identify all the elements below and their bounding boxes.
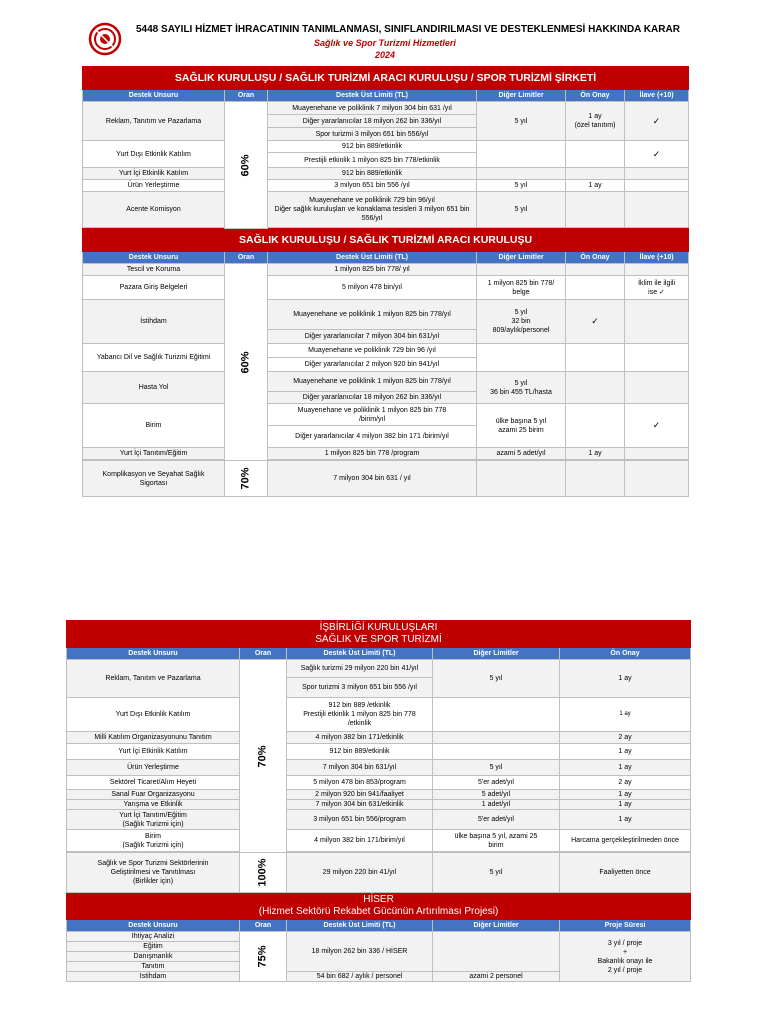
table-row <box>83 404 689 426</box>
extra-cell: İklim ile ilgili ise ✓ <box>625 276 689 300</box>
limit-cell: 912 bin 889/etkinlik <box>287 744 433 760</box>
col-header: Destek Üst Limiti (TL) <box>268 90 477 102</box>
col-header: Diğer Limitler <box>477 252 566 264</box>
pre-approval: 1 ay <box>560 698 691 732</box>
support-item: Yurt İçi Etkinlik Katılım <box>67 744 240 760</box>
rate-cell: 60% <box>225 102 268 229</box>
support-item: Sanal Fuar Organizasyonu <box>67 790 240 800</box>
table-row <box>67 776 691 790</box>
col-header: Destek Üst Limiti (TL) <box>268 252 477 264</box>
limit-cell: Muayenehane ve poliklinik 729 bin 96 /yıl <box>268 344 477 358</box>
check-icon: ✓ <box>566 300 625 344</box>
limit-cell: Muayenehane ve poliklinik 7 milyon 304 bin 631 /yıl <box>268 102 477 115</box>
table-row <box>83 192 689 228</box>
table-row <box>67 698 691 732</box>
limit-cell: 7 milyon 304 bin 631 / yıl <box>268 461 477 497</box>
rate-cell: 70% <box>225 461 268 497</box>
col-header: Ön Onay <box>560 648 691 660</box>
support-item: Yurt Dışı Etkinlik Katılım <box>83 141 225 168</box>
limit-cell: 54 bin 682 / aylık / personel <box>287 972 433 982</box>
pre-approval: 2 ay <box>560 732 691 744</box>
other-limit: 5 yıl <box>433 760 560 776</box>
support-item: Danışmanlık <box>67 952 240 962</box>
limit-cell: Muayenehane ve poliklinik 729 bin 96/yıl Diğer sağlık kuruluşları ve konaklama tesisleri 3 milyon 651 bin 556/yıl <box>268 192 477 228</box>
project-duration: 3 yıl / proje + Bakanlık onayı ile 2 yıl / proje <box>560 932 691 982</box>
pre-approval: 1 ay <box>560 760 691 776</box>
pre-approval: 2 ay <box>560 776 691 790</box>
support-item: Acente Komisyon <box>83 192 225 228</box>
table-row <box>83 461 689 497</box>
pre-approval: 1 ay <box>566 180 625 192</box>
support-item: Eğitim <box>67 942 240 952</box>
col-header: Diğer Limitler <box>433 920 560 932</box>
page-header <box>82 18 688 64</box>
col-header: İlave (+10) <box>625 252 689 264</box>
limit-cell: 18 milyon 262 bin 336 / HİSER <box>287 932 433 972</box>
col-header: Destek Üst Limiti (TL) <box>287 920 433 932</box>
other-limit: ülke başına 5 yıl, azami 25 birim <box>433 830 560 852</box>
table-row <box>83 448 689 460</box>
support-item: İstihdam <box>67 972 240 982</box>
limit-cell: Muayenehane ve poliklinik 1 milyon 825 bin 778/yıl <box>268 300 477 330</box>
limit-cell: 4 milyon 382 bin 171/etkinlik <box>287 732 433 744</box>
support-item: Birim <box>83 404 225 448</box>
other-limit: 5 yıl <box>477 180 566 192</box>
col-header: Diğer Limitler <box>433 648 560 660</box>
support-item: İhtiyaç Analizi <box>67 932 240 942</box>
col-header: Oran <box>225 90 268 102</box>
cooperation-table <box>66 620 691 982</box>
support-item: Ürün Yerleştirme <box>83 180 225 192</box>
table-row <box>83 168 689 180</box>
table-row <box>83 102 689 115</box>
col-header: Destek Unsuru <box>67 648 240 660</box>
other-limit: 5 yıl <box>433 660 560 698</box>
col-header: Ön Onay <box>566 252 625 264</box>
col-header: Destek Üst Limiti (TL) <box>287 648 433 660</box>
support-item: Sağlık ve Spor Turizmi Sektörlerinin Geliştirilmesi ve Tanıtılması (Birlikler için) <box>67 853 240 893</box>
table-row <box>67 800 691 810</box>
limit-cell: Sağlık turizmi 29 milyon 220 bin 41/yıl <box>287 660 433 678</box>
limit-cell: 912 bin 889/etkinlik <box>268 168 477 180</box>
support-item: Yurt İçi Tanıtım/Eğitim <box>83 448 225 460</box>
limit-cell: Muayenehane ve poliklinik 1 milyon 825 bin 778 /birim/yıl <box>268 404 477 426</box>
support-item: Yurt İçi Tanıtım/Eğitim (Sağlık Turizmi için) <box>67 810 240 830</box>
col-header: Destek Unsuru <box>83 90 225 102</box>
check-icon: ✓ <box>625 141 689 168</box>
other-limit: 5'er adet/yıl <box>433 810 560 830</box>
table-row <box>67 810 691 830</box>
section-title-4: HİSER (Hizmet Sektörü Rekabet Gücünün Artırılması Projesi) <box>67 893 691 920</box>
table-row <box>83 180 689 192</box>
table-row <box>67 760 691 776</box>
other-limit: 5 yıl <box>477 102 566 141</box>
support-item: Yabancı Dil ve Sağlık Turizmi Eğitimi <box>83 344 225 372</box>
table-row <box>67 830 691 852</box>
limit-cell: Spor turizmi 3 milyon 651 bin 556/yıl <box>268 128 477 141</box>
other-limit: azami 5 adet/yıl <box>477 448 566 460</box>
support-item: Yurt Dışı Etkinlik Katılım <box>67 698 240 732</box>
support-item: Reklam, Tanıtım ve Pazarlama <box>67 660 240 698</box>
limit-cell: Diğer yararlanıcılar 2 milyon 920 bin 941/yıl <box>268 358 477 372</box>
section-title-1: SAĞLIK KURULUŞU / SAĞLIK TURİZMİ ARACI KURULUŞU / SPOR TURİZMİ ŞİRKETİ <box>83 67 689 90</box>
support-item: İstihdam <box>83 300 225 344</box>
limit-cell: 7 milyon 304 bin 631/etkinlik <box>287 800 433 810</box>
rate-cell: 60% <box>225 264 268 461</box>
limit-cell: 3 milyon 651 bin 556 /yıl <box>268 180 477 192</box>
limit-cell: Spor turizmi 3 milyon 651 bin 556 /yıl <box>287 678 433 698</box>
table-header-row <box>83 252 689 264</box>
table-row <box>83 264 689 276</box>
other-limit: azami 2 personel <box>433 972 560 982</box>
table-row <box>67 932 691 942</box>
table-row <box>83 141 689 153</box>
limit-cell: 29 milyon 220 bin 41/yıl <box>287 853 433 893</box>
limit-cell: 912 bin 889/etkinlik <box>268 141 477 153</box>
support-item: Pazara Giriş Belgeleri <box>83 276 225 300</box>
health-institution-table <box>82 66 689 497</box>
document-year: 2024 <box>374 50 396 60</box>
table-row <box>83 276 689 300</box>
table-row <box>67 790 691 800</box>
limit-cell: 1 milyon 825 bin 778/ yıl <box>268 264 477 276</box>
table-row <box>67 660 691 678</box>
pre-approval: 1 ay <box>560 744 691 760</box>
col-header: Diğer Limitler <box>477 90 566 102</box>
limit-cell: Diğer yararlanıcılar 4 milyon 382 bin 171 /birim/yıl <box>268 426 477 448</box>
table-row <box>83 300 689 330</box>
table-row <box>67 732 691 744</box>
table-row <box>67 744 691 760</box>
support-item: Komplikasyon ve Seyahat Sağlık Sigortası <box>83 461 225 497</box>
pre-approval: Faaliyetten önce <box>560 853 691 893</box>
other-limit: 1 milyon 825 bin 778/ belge <box>477 276 566 300</box>
document-title: 5448 SAYILI HİZMET İHRACATININ TANIMLANMASI, SINIFLANDIRILMASI VE DESTEKLENMESİ HAKKINDA KARAR <box>136 24 680 35</box>
limit-cell: 7 milyon 304 bin 631/yıl <box>287 760 433 776</box>
other-limit: 5 adet/yıl <box>433 790 560 800</box>
support-item: Reklam, Tanıtım ve Pazarlama <box>83 102 225 141</box>
table-row <box>83 372 689 392</box>
other-limit: 5 yıl <box>433 853 560 893</box>
section-title-3: İŞBİRLİĞİ KURULUŞLARI SAĞLIK VE SPOR TURİZMİ <box>67 621 691 648</box>
limit-cell: Diğer yararlanıcılar 18 milyon 262 bin 336/yıl <box>268 392 477 404</box>
pre-approval: 1 ay <box>560 810 691 830</box>
other-limit: 5 yıl 36 bin 455 TL/hasta <box>477 372 566 404</box>
pre-approval: 1 ay <box>566 448 625 460</box>
table-row <box>67 853 691 893</box>
table-header-row <box>83 90 689 102</box>
rate-cell: 70% <box>240 660 287 853</box>
limit-cell: Muayenehane ve poliklinik 1 milyon 825 bin 778/yıl <box>268 372 477 392</box>
col-header: Ön Onay <box>566 90 625 102</box>
rate-cell: 100% <box>240 853 287 893</box>
limit-cell: 2 milyon 920 bin 941/faaliyet <box>287 790 433 800</box>
col-header: Oran <box>240 648 287 660</box>
support-item: Sektörel Ticaret/Alım Heyeti <box>67 776 240 790</box>
support-item: Tescil ve Koruma <box>83 264 225 276</box>
pre-approval: 1 ay <box>560 660 691 698</box>
limit-cell: Prestijli etkinlik 1 milyon 825 bin 778/etkinlik <box>268 153 477 168</box>
pre-approval: 1 ay <box>560 790 691 800</box>
limit-cell: Diğer yararlanıcılar 18 milyon 262 bin 336/yıl <box>268 115 477 128</box>
check-icon: ✓ <box>625 102 689 141</box>
col-header: İlave (+10) <box>625 90 689 102</box>
limit-cell: 912 bin 889 /etkinlik Prestijli etkinlik 1 milyon 825 bin 778 /etkinlik <box>287 698 433 732</box>
other-limit: 5 yıl 32 bin 809/aylık/personel <box>477 300 566 344</box>
support-item: Birim (Sağlık Turizmi için) <box>67 830 240 852</box>
limit-cell: 5 milyon 478 bin/yıl <box>268 276 477 300</box>
pre-approval: 1 ay (özel tanıtım) <box>566 102 625 141</box>
table-header-row <box>67 648 691 660</box>
check-icon: ✓ <box>625 404 689 448</box>
support-item: Yurt İçi Etkinlik Katılım <box>83 168 225 180</box>
limit-cell: 5 milyon 478 bin 853/program <box>287 776 433 790</box>
other-limit: ülke başına 5 yıl azami 25 birim <box>477 404 566 448</box>
support-item: Ürün Yerleştirme <box>67 760 240 776</box>
col-header: Oran <box>225 252 268 264</box>
section-title-2: SAĞLIK KURULUŞU / SAĞLIK TURİZMİ ARACI KURULUŞU <box>83 229 689 252</box>
document-subtitle: Sağlık ve Spor Turizmi Hizmetleri <box>314 38 456 48</box>
pre-approval: 1 ay <box>560 800 691 810</box>
col-header: Proje Süresi <box>560 920 691 932</box>
limit-cell: 3 milyon 651 bin 556/program <box>287 810 433 830</box>
other-limit: 1 adet/yıl <box>433 800 560 810</box>
table-header-row <box>67 920 691 932</box>
support-item: Yarışma ve Etkinlik <box>67 800 240 810</box>
col-header: Destek Unsuru <box>83 252 225 264</box>
other-limit: 5 yıl <box>477 192 566 228</box>
support-item: Tanıtım <box>67 962 240 972</box>
col-header: Destek Unsuru <box>67 920 240 932</box>
support-item: Hasta Yol <box>83 372 225 404</box>
limit-cell: 4 milyon 382 bin 171/birim/yıl <box>287 830 433 852</box>
limit-cell: 1 milyon 825 bin 778 /program <box>268 448 477 460</box>
rate-cell: 75% <box>240 932 287 982</box>
other-limit: 5'er adet/yıl <box>433 776 560 790</box>
limit-cell: Diğer yararlanıcılar 7 milyon 304 bin 631/yıl <box>268 330 477 344</box>
pre-approval: Harcama gerçekleştirilmeden önce <box>560 830 691 852</box>
col-header: Oran <box>240 920 287 932</box>
table-row <box>83 344 689 358</box>
support-item: Milli Katılım Organizasyonunu Tanıtım <box>67 732 240 744</box>
